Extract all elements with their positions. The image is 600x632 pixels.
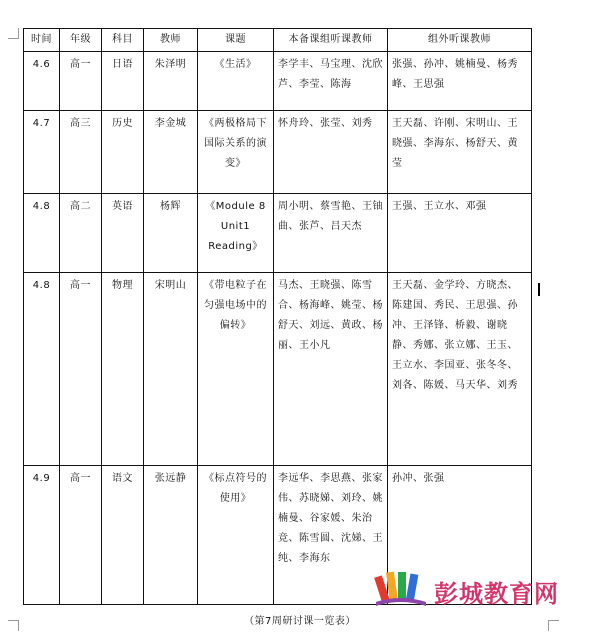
cell-date: 4.8 — [24, 273, 60, 466]
cell-outside-listeners: 王强、王立水、邓强 — [388, 194, 532, 273]
table-row — [24, 194, 532, 273]
text-cursor — [538, 283, 540, 296]
header-grade: 年级 — [60, 29, 102, 52]
header-topic: 课题 — [198, 29, 274, 52]
cell-outside-listeners: 王天磊、金学玲、方晓杰、陈建国、秀民、王思强、孙冲、王泽锋、桥毅、谢晓静、秀娜、张立娜、王玉、王立水、李国亚、张冬冬、刘各、陈媛、马天华、刘秀 — [388, 273, 532, 466]
page-corner-mark — [8, 28, 19, 39]
cell-group-listeners: 李远华、李思燕、张家伟、苏晓娣、刘玲、姚楠曼、谷家媛、朱治竞、陈雪圆、沈娣、王纯、李海东 — [274, 466, 388, 605]
cell-teacher: 杨辉 — [144, 194, 198, 273]
header-outside-listeners: 组外听课教师 — [388, 29, 532, 52]
cell-subject: 语文 — [102, 466, 144, 605]
schedule-table — [23, 28, 532, 605]
colored-books-icon — [372, 568, 430, 612]
cell-topic: 《带电粒子在匀强电场中的偏转》 — [198, 273, 274, 466]
cell-group-listeners: 马杰、王晓强、陈雪合、杨海峰、姚莹、杨舒天、刘远、黄政、杨丽、王小凡 — [274, 273, 388, 466]
header-teacher: 教师 — [144, 29, 198, 52]
cell-outside-listeners: 孙冲、张强 — [388, 466, 532, 605]
cell-outside-listeners: 王天磊、许刚、宋明山、王晓强、李海东、杨舒天、黄莹 — [388, 111, 532, 194]
cell-outside-listeners: 张强、孙冲、姚楠曼、杨秀峰、王思强 — [388, 52, 532, 111]
cell-subject: 日语 — [102, 52, 144, 111]
cell-group-listeners: 怀舟玲、张莹、刘秀 — [274, 111, 388, 194]
cell-grade: 高三 — [60, 111, 102, 194]
cell-grade: 高一 — [60, 273, 102, 466]
cell-date: 4.7 — [24, 111, 60, 194]
table-row — [24, 111, 532, 194]
table-header-row — [24, 29, 532, 52]
header-subject: 科目 — [102, 29, 144, 52]
cell-teacher: 张远静 — [144, 466, 198, 605]
cell-topic: 《两极格局下国际关系的演变》 — [198, 111, 274, 194]
cell-teacher: 朱泽明 — [144, 52, 198, 111]
cell-grade: 高一 — [60, 466, 102, 605]
table-row — [24, 273, 532, 466]
header-group-listeners: 本备课组听课教师 — [274, 29, 388, 52]
cell-grade: 高一 — [60, 52, 102, 111]
table-row — [24, 52, 532, 111]
cell-teacher: 李金城 — [144, 111, 198, 194]
cell-group-listeners: 李学丰、马宝理、沈欣芦、李莹、陈海 — [274, 52, 388, 111]
cell-topic: 《生活》 — [198, 52, 274, 111]
watermark-logo — [372, 568, 584, 612]
table-caption: （第7周研讨课一览表） — [244, 616, 356, 627]
cell-topic: 《Module 8 Unit1 Reading》 — [198, 194, 274, 273]
cell-subject: 历史 — [102, 111, 144, 194]
cell-teacher: 宋明山 — [144, 273, 198, 466]
cell-topic: 《标点符号的使用》 — [198, 466, 274, 605]
cell-grade: 高二 — [60, 194, 102, 273]
cell-subject: 英语 — [102, 194, 144, 273]
cell-subject: 物理 — [102, 273, 144, 466]
cell-date: 4.9 — [24, 466, 60, 605]
cell-date: 4.6 — [24, 52, 60, 111]
header-date: 时间 — [24, 29, 60, 52]
cell-date: 4.8 — [24, 194, 60, 273]
cell-group-listeners: 周小明、蔡雪艳、王铀曲、张芦、吕天杰 — [274, 194, 388, 273]
watermark-text: 彭城教育网 — [434, 580, 559, 608]
